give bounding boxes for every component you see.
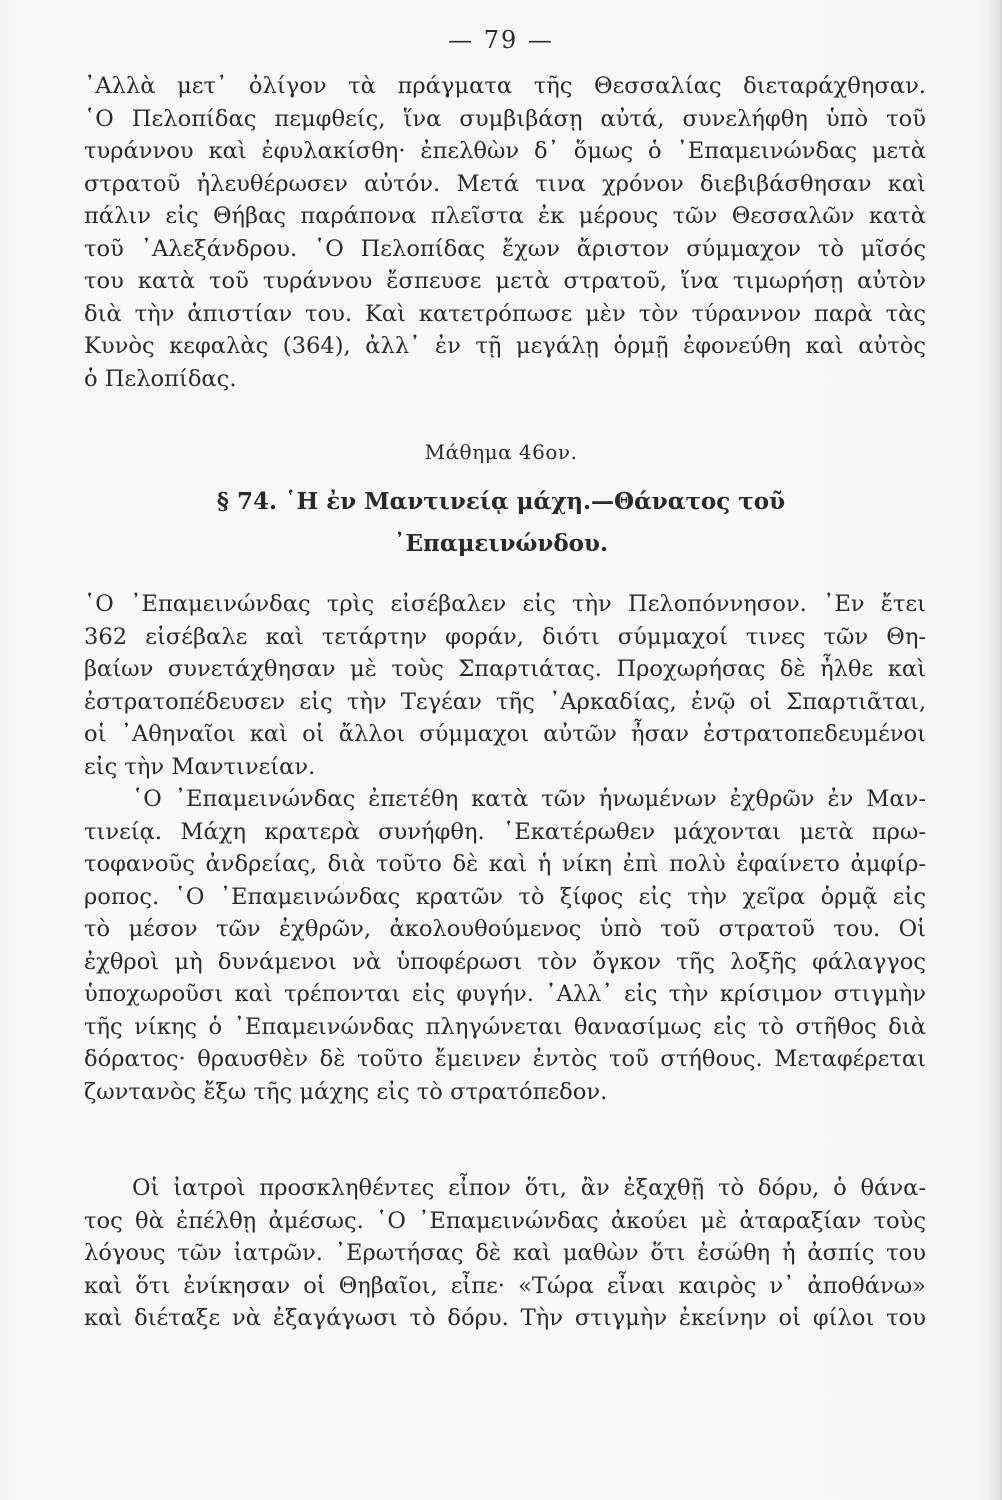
- text-line: Οἱ ἰατροὶ προσκληθέντες εἶπον ὅτι, ἂν ἐξαχθῇ τὸ δόρυ, ὁ θάνα-: [132, 1175, 926, 1201]
- text-line: ζωντανὸς ἔξω τῆς μάχης εἰς τὸ στρατόπεδον.: [84, 1078, 608, 1105]
- text-line: οἱ ᾿Αθηναῖοι καὶ οἱ ἄλλοι σύμμαχοι αὐτῶν ἦσαν ἐστρατοπεδευμένοι: [84, 721, 926, 747]
- text-line: τος θὰ ἐπέλθῃ ἀμέσως. ῾Ο ᾿Επαμεινώνδας ἀκούει μὲ ἀταραξίαν τοὺς: [84, 1207, 926, 1234]
- text-line: καὶ διέταξε νὰ ἐξαγάγωσι τὸ δόρυ. Τὴν στιγμὴν ἐκείνην οἱ φίλοι του: [84, 1305, 926, 1331]
- section-heading: § 74. ῾Η ἐν Μαντινείᾳ μάχη.—Θάνατος τοῦ: [216, 488, 786, 515]
- text-line: ῾Ο ᾿Επαμεινώνδας ἐπετέθη κατὰ τῶν ἡνωμένων ἐχθρῶν ἐν Μαν-: [132, 786, 926, 812]
- text-line: ᾿Αλλὰ μετ᾿ ὀλίγον τὰ πράγματα τῆς Θεσσαλίας διεταράχθησαν.: [84, 73, 926, 99]
- text-line: 362 εἰσέβαλε καὶ τετάρτην φοράν, διότι σύμμαχοί τινες τῶν Θη-: [84, 623, 926, 650]
- page-number: — 79 —: [448, 26, 554, 54]
- text-line: τὸ μέσον τῶν ἐχθρῶν, ἀκολουθούμενος ὑπὸ τοῦ στρατοῦ του. Οἱ: [84, 916, 926, 942]
- page-edge-shadow: [988, 0, 1002, 1500]
- paragraph-battle: [84, 783, 926, 1108]
- text-line: ῾Ο ᾿Επαμεινώνδας τρὶς εἰσέβαλεν εἰς τὴν Πελοπόννησον. ᾿Εν ἔτει: [84, 591, 926, 617]
- text-line: εἰς τὴν Μαντινείαν.: [84, 753, 316, 780]
- text-line: τῆς νίκης ὁ ᾿Επαμεινώνδας πληγώνεται θανασίμως εἰς τὸ στῆθος διὰ: [84, 1013, 926, 1040]
- text-line: λόγους τῶν ἰατρῶν. ᾿Ερωτήσας δὲ καὶ μαθὼν ὅτι ἐσώθη ἡ ἀσπίς του: [84, 1240, 926, 1266]
- text-line: ὁ Πελοπίδας.: [84, 365, 237, 392]
- text-line: καὶ ὅτι ἐνίκησαν οἱ Θηβαῖοι, εἶπε· «Τώρα εἶναι καιρὸς ν᾿ ἀποθάνω»: [84, 1272, 926, 1299]
- paragraph-death: [84, 1172, 926, 1335]
- text-line: ἐχθροὶ μὴ δυνάμενοι νὰ ὑποφέρωσι τὸν ὄγκον τῆς λοξῆς φάλαγγος: [84, 948, 926, 975]
- text-line: Κυνὸς κεφαλὰς (364), ἀλλ᾿ ἐν τῇ μεγάλῃ ὁρμῇ ἐφονεύθη καὶ αὐτὸς: [84, 333, 926, 359]
- text-line: βαίων συνετάχθησαν μὲ τοὺς Σπαρτιάτας. Προχωρήσας δὲ ἦλθε καὶ: [84, 656, 926, 682]
- text-line: του κατὰ τοῦ τυράννου ἔσπευσε μετὰ στρατοῦ, ἵνα τιμωρήσῃ αὐτὸν: [84, 268, 926, 294]
- text-line: τυράννου καὶ ἐφυλακίσθη· ἐπελθὼν δ᾿ ὅμως ὁ ᾿Επαμεινώνδας μετὰ: [84, 138, 926, 164]
- text-line: τινείᾳ. Μάχη κρατερὰ συνήφθη. ῾Εκατέρωθεν μάχονται μετὰ πρω-: [84, 818, 926, 845]
- text-line: ὑποχωροῦσι καὶ τρέπονται εἰς φυγήν. ᾿Αλλ᾿ εἰς τὴν κρίσιμον στιγμὴν: [84, 981, 926, 1007]
- paragraph-invasion: [84, 588, 926, 783]
- text-line: ῾Ο Πελοπίδας πεμφθείς, ἵνα συμβιβάσῃ αὐτά, συνελήφθη ὑπὸ τοῦ: [84, 105, 926, 132]
- lesson-label: Μάθημα 46ον.: [424, 440, 578, 464]
- section-heading-continued: ᾿Επαμεινώνδου.: [394, 530, 608, 557]
- text-line: τοῦ ᾿Αλεξάνδρου. ῾Ο Πελοπίδας ἔχων ἄριστον σύμμαχον τὸ μῖσός: [84, 235, 926, 262]
- paragraph-pelopidas: [84, 70, 926, 395]
- text-line: πάλιν εἰς Θήβας παράπονα πλεῖστα ἐκ μέρους τῶν Θεσσαλῶν κατὰ: [84, 203, 926, 229]
- text-line: τοφανοῦς ἀνδρείας, διὰ τοῦτο δὲ καὶ ἡ νίκη ἐπὶ πολὺ ἐφαίνετο ἀμφίρ-: [84, 851, 926, 877]
- text-line: δόρατος· θραυσθὲν δὲ τοῦτο ἔμεινεν ἐντὸς τοῦ στήθους. Μεταφέρεται: [84, 1046, 926, 1072]
- text-line: ἐστρατοπέδευσεν εἰς τὴν Τεγέαν τῆς ᾿Αρκαδίας, ἐνῷ οἱ Σπαρτιᾶται,: [84, 688, 926, 715]
- text-line: στρατοῦ ἠλευθέρωσεν αὐτόν. Μετά τινα χρόνον διεβιβάσθησαν καὶ: [84, 170, 926, 197]
- text-line: ροπος. ῾Ο ᾿Επαμεινώνδας κρατῶν τὸ ξίφος εἰς τὴν χεῖρα ὁρμᾷ εἰς: [84, 883, 926, 910]
- text-line: διὰ τὴν ἀπιστίαν του. Καὶ κατετρόπωσε μὲν τὸν τύραννον παρὰ τὰς: [84, 300, 926, 327]
